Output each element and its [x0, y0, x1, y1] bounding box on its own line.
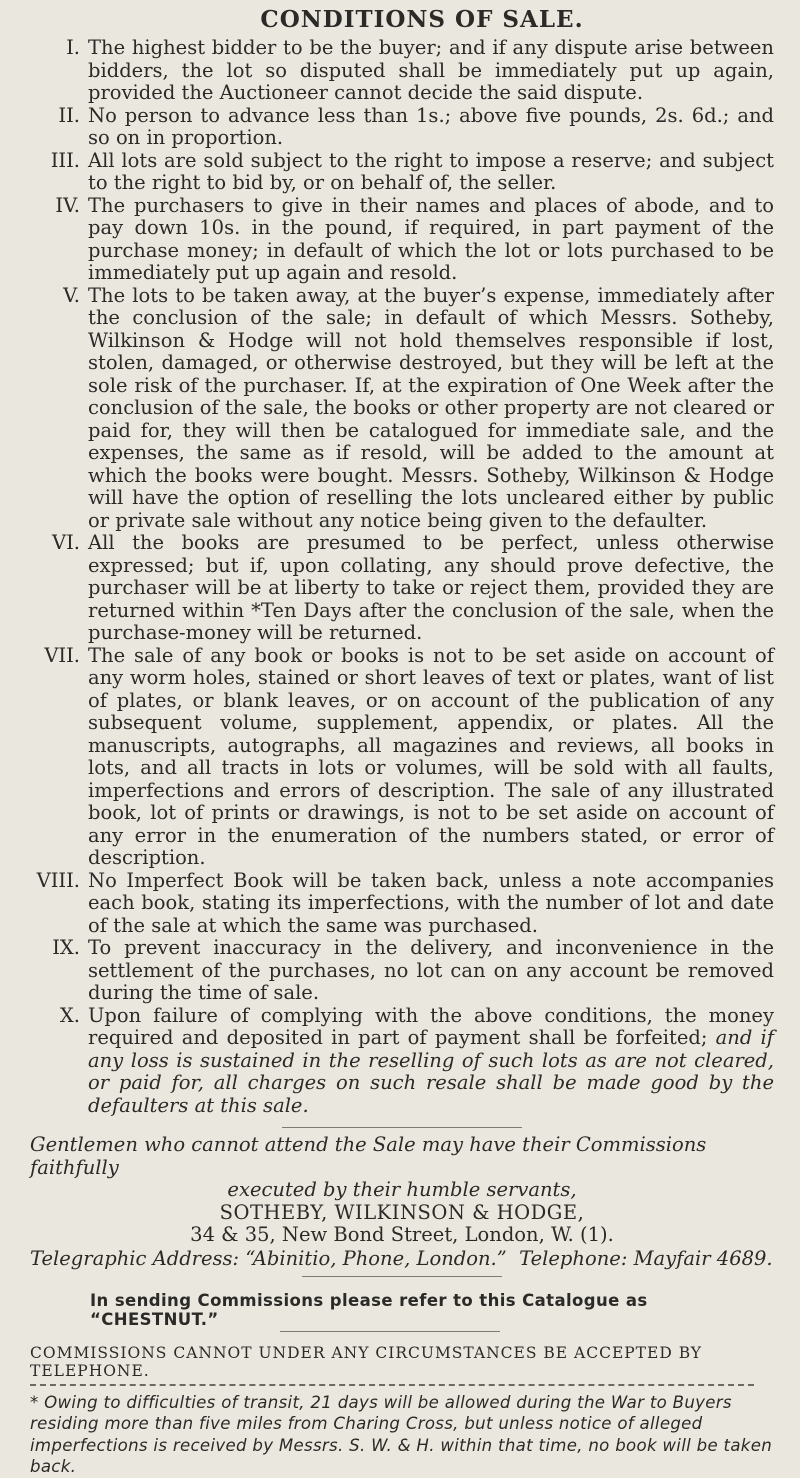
firm-name: SOTHEBY, WILKINSON & HODGE,	[219, 1200, 585, 1224]
condition-text-roman: Upon failure of complying with the above conditions, the money required and deposited in part of payment shall be forfeited;	[88, 1003, 774, 1049]
condition-text	[88, 1005, 774, 1118]
telephone-label: Telephone:	[519, 1246, 628, 1270]
condition-number: IX.	[52, 936, 80, 959]
condition-number: V.	[63, 283, 80, 307]
condition-text: No Imperfect Book will be taken back, unless a note accompanies each book, stating its imperfections, with the number of lot and date of the sale at which the same was purchased.	[88, 868, 774, 937]
divider	[280, 1331, 500, 1332]
telephone-number: Mayfair 4689.	[633, 1246, 773, 1270]
condition-item	[30, 150, 774, 195]
condition-number: III.	[50, 148, 80, 172]
conditions-list	[30, 37, 774, 1117]
condition-number: II.	[58, 103, 80, 127]
commissions-note: Gentlemen who cannot attend the Sale may have their Commissions faithfully	[30, 1133, 707, 1179]
condition-number: VI.	[52, 531, 80, 554]
condition-text: The purchasers to give in their names and places of abode, and to pay down 10s. in the pound, if required, in part payment of the purchase money; in default of which the lot or lots purchased to be immediately put up again and resold.	[88, 193, 774, 284]
condition-number: VII.	[44, 643, 80, 667]
condition-text: All the books are presumed to be perfect, unless otherwise expressed; but if, upon collating, any should prove defective, the purchaser will be at liberty to take or reject them, provided they are returned within *Ten Days after the conclusion of the sale, when the purchase-money will be returned.	[88, 531, 774, 644]
condition-text-italic: and if any loss is sustained in the reselling of such lots as are not cleared, or paid for, all charges on such resale shall be made good by the defaulters at this sale.	[88, 1026, 774, 1117]
condition-number: IV.	[55, 193, 80, 217]
condition-text: No person to advance less than 1s.; above five pounds, 2s. 6d.; and so on in proportion.	[88, 103, 774, 149]
condition-text: All lots are sold subject to the right to impose a reserve; and subject to the right to bid by, or on behalf of, the seller.	[88, 148, 774, 194]
telephone-notice: COMMISSIONS CANNOT UNDER ANY CIRCUMSTANCES BE ACCEPTED BY TELEPHONE.	[30, 1343, 703, 1380]
condition-item	[30, 37, 774, 105]
condition-item	[30, 105, 774, 150]
condition-number: VIII.	[36, 868, 80, 892]
firm-address: 34 & 35, New Bond Street, London, W. (1).	[190, 1223, 614, 1246]
telegraphic-label: Telegraphic Address:	[30, 1246, 240, 1270]
condition-text: The sale of any book or books is not to be set aside on account of any worm holes, stained or short leaves of text or plates, want of list of plates, or blank leaves, or on account of the publication of any subsequent volume, supplement, appendix, or plates. All the manuscripts, autographs, all magazines and reviews, all books in lots, and all tracts in lots or volumes, will be sold with all faults, imperfections and errors of description. The sale of any illustrated book, lot of prints or drawings, is not to be set aside on account of any error in the enumeration of the numbers stated, or error of description.	[88, 643, 774, 869]
condition-item	[30, 1005, 774, 1118]
condition-number: X.	[59, 1003, 80, 1027]
catalogue-reference: In sending Commissions please refer to this Catalogue as “CHESTNUT.”	[90, 1290, 648, 1329]
executed-line: executed by their humble servants,	[227, 1178, 577, 1201]
condition-item	[30, 870, 774, 938]
divider	[302, 1276, 502, 1277]
condition-item	[30, 285, 774, 533]
page-heading: CONDITIONS OF SALE.	[260, 6, 584, 33]
condition-item	[30, 645, 774, 870]
condition-item	[30, 195, 774, 285]
condition-item	[30, 532, 774, 645]
telegraphic-address: “Abinitio, Phone, London.”	[245, 1246, 507, 1270]
condition-text: To prevent inaccuracy in the delivery, and inconvenience in the settlement of the purchases, no lot can on any account be removed during the time of sale.	[88, 936, 774, 1004]
condition-item	[30, 937, 774, 1005]
dashed-divider	[30, 1384, 754, 1386]
commissions-block	[30, 1134, 774, 1270]
condition-text: The lots to be taken away, at the buyer’s expense, immediately after the conclusion of the sale; in default of which Messrs. Sotheby, Wilkinson & Hodge will not hold themselves responsible if lost, stolen, damaged, or otherwise destroyed, but they will be left at the sole risk of the purchaser. If, at the expiration of One Week after the conclusion of the sale, the books or other property are not cleared or paid for, they will then be catalogued for immediate sale, and the expenses, the same as if resold, will be added to the amount at which the books were bought. Messrs. Sotheby, Wilkinson & Hodge will have the option of reselling the lots uncleared either by public or private sale without any notice being given to the defaulter.	[88, 283, 774, 532]
contact-line	[30, 1247, 774, 1270]
condition-number: I.	[66, 36, 80, 59]
war-footnote: * Owing to difficulties of transit, 21 days will be allowed during the War to Buyers residing more than five miles from Charing Cross, but unless notice of alleged imperfections is received by Messrs. S. W. & H. within that time, no book will be taken back.	[30, 1392, 773, 1476]
divider	[282, 1127, 522, 1128]
condition-text: The highest bidder to be the buyer; and if any dispute arise between bidders, the lot so disputed shall be immediately put up again, provided the Auctioneer cannot decide the said dispute.	[88, 36, 774, 104]
